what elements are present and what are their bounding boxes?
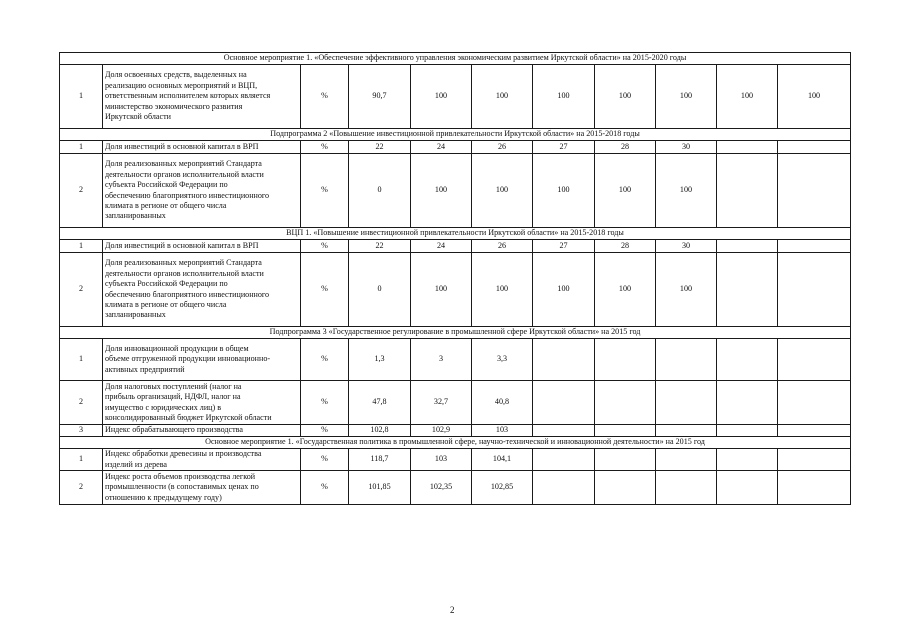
indicator-name-line: Доля реализованных мероприятий Стандарта: [105, 258, 262, 268]
value-cell: [778, 253, 851, 327]
indicator-name-line: отношению к предыдущему году): [105, 492, 222, 502]
value-cell: 100: [533, 65, 595, 129]
row-number: 1: [60, 339, 103, 381]
value-cell: 100: [717, 65, 778, 129]
indicator-name-line: климата в регионе от общего числа: [105, 299, 227, 309]
value-cell: [533, 449, 595, 471]
indicator-name: [103, 449, 301, 471]
indicators-table: [59, 52, 851, 505]
indicator-name-line: Индекс роста объемов производства легкой: [105, 471, 256, 481]
table-row: [60, 154, 851, 228]
value-cell: 26: [472, 141, 533, 154]
indicator-name-line: Доля инвестиций в основной капитал в ВРП: [105, 141, 259, 151]
unit-cell: %: [301, 141, 349, 154]
value-cell: 30: [656, 141, 717, 154]
unit-cell: %: [301, 65, 349, 129]
value-cell: [656, 471, 717, 505]
indicator-name-line: Доля реализованных мероприятий Стандарта: [105, 159, 262, 169]
value-cell: [717, 141, 778, 154]
row-number: 1: [60, 141, 103, 154]
row-number: 2: [60, 154, 103, 228]
value-cell: [717, 471, 778, 505]
value-cell: [778, 449, 851, 471]
value-cell: 102,9: [411, 425, 472, 437]
unit-cell: %: [301, 339, 349, 381]
indicator-name: [103, 240, 301, 253]
table-row: [60, 449, 851, 471]
indicator-name: [103, 253, 301, 327]
value-cell: [778, 381, 851, 425]
value-cell: [717, 154, 778, 228]
value-cell: 102,8: [349, 425, 411, 437]
value-cell: 28: [595, 141, 656, 154]
indicator-name: [103, 154, 301, 228]
value-cell: 100: [472, 65, 533, 129]
value-cell: 100: [656, 65, 717, 129]
value-cell: 26: [472, 240, 533, 253]
indicator-name: [103, 425, 301, 437]
indicator-name-line: Доля инвестиций в основной капитал в ВРП: [105, 240, 259, 250]
value-cell: [656, 425, 717, 437]
value-cell: [595, 449, 656, 471]
row-number: 3: [60, 425, 103, 437]
table-body: [60, 53, 851, 505]
value-cell: [717, 425, 778, 437]
value-cell: 102,35: [411, 471, 472, 505]
value-cell: 100: [595, 253, 656, 327]
indicator-name: [103, 471, 301, 505]
indicator-name-line: запланированных: [105, 310, 166, 320]
section-title: Подпрограмма 2 «Повышение инвестиционной привлекательности Иркутской области» на 2015-2018 годы: [60, 129, 851, 141]
value-cell: 103: [472, 425, 533, 437]
indicator-name-line: ответственным исполнителем которых является: [105, 91, 271, 101]
value-cell: 3: [411, 339, 472, 381]
value-cell: [533, 381, 595, 425]
value-cell: [595, 471, 656, 505]
value-cell: [656, 339, 717, 381]
value-cell: [656, 449, 717, 471]
value-cell: 0: [349, 253, 411, 327]
value-cell: [778, 154, 851, 228]
value-cell: [717, 240, 778, 253]
value-cell: 100: [533, 253, 595, 327]
indicator-name-line: имущество с юридических лиц) в: [105, 402, 222, 412]
value-cell: 100: [533, 154, 595, 228]
indicator-name-line: министерство экономического развития: [105, 101, 243, 111]
value-cell: [778, 240, 851, 253]
unit-cell: %: [301, 381, 349, 425]
value-cell: 24: [411, 141, 472, 154]
section-title: Основное мероприятие 1. «Обеспечение эффективного управления экономическим развитием Иркутской области» на 2015-2020 годы: [60, 53, 851, 65]
value-cell: 100: [411, 253, 472, 327]
value-cell: [656, 381, 717, 425]
value-cell: 28: [595, 240, 656, 253]
indicator-name-line: Доля освоенных средств, выделенных на: [105, 70, 247, 80]
value-cell: 100: [472, 154, 533, 228]
indicator-name-line: Доля налоговых поступлений (налог на: [105, 381, 242, 391]
value-cell: 0: [349, 154, 411, 228]
value-cell: 118,7: [349, 449, 411, 471]
value-cell: 100: [656, 253, 717, 327]
indicator-name-line: обеспечению благоприятного инвестиционного: [105, 289, 270, 299]
value-cell: 22: [349, 141, 411, 154]
indicator-name: [103, 65, 301, 129]
row-number: 1: [60, 240, 103, 253]
value-cell: [778, 425, 851, 437]
value-cell: 30: [656, 240, 717, 253]
value-cell: 100: [656, 154, 717, 228]
value-cell: [595, 425, 656, 437]
indicator-name-line: Иркутской области: [105, 112, 171, 122]
value-cell: 100: [411, 154, 472, 228]
value-cell: 40,8: [472, 381, 533, 425]
unit-cell: %: [301, 154, 349, 228]
value-cell: [533, 425, 595, 437]
value-cell: [717, 253, 778, 327]
indicator-name-line: климата в регионе от общего числа: [105, 200, 227, 210]
indicator-name-line: Индекс обрабатывающего производства: [105, 425, 243, 435]
value-cell: 1,3: [349, 339, 411, 381]
section-title: Подпрограмма 3 «Государственное регулирование в промышленной сфере Иркутской области» на 2015 год: [60, 327, 851, 339]
value-cell: [595, 381, 656, 425]
table-row: [60, 381, 851, 425]
row-number: 1: [60, 65, 103, 129]
value-cell: 100: [595, 154, 656, 228]
value-cell: [533, 471, 595, 505]
section-title: ВЦП 1. «Повышение инвестиционной привлекательности Иркутской области» на 2015-2018 годы: [60, 228, 851, 240]
section-header-row: [60, 327, 851, 339]
indicator-name: [103, 141, 301, 154]
value-cell: 100: [411, 65, 472, 129]
indicator-name-line: деятельности органов исполнительной власти: [105, 169, 264, 179]
table-row: [60, 141, 851, 154]
indicator-name-line: консолидированный бюджет Иркутской области: [105, 412, 272, 422]
table-row: [60, 65, 851, 129]
indicator-name-line: субъекта Российской Федерации по: [105, 279, 228, 289]
value-cell: 32,7: [411, 381, 472, 425]
value-cell: [717, 339, 778, 381]
table-row: [60, 240, 851, 253]
row-number: 2: [60, 471, 103, 505]
section-header-row: [60, 437, 851, 449]
indicator-name-line: промышленности (в сопоставимых ценах по: [105, 482, 259, 492]
unit-cell: %: [301, 471, 349, 505]
value-cell: [717, 449, 778, 471]
value-cell: 104,1: [472, 449, 533, 471]
table-row: [60, 253, 851, 327]
table-row: [60, 425, 851, 437]
value-cell: 100: [472, 253, 533, 327]
indicator-name-line: прибыль организаций, НДФЛ, налог на: [105, 392, 241, 402]
section-header-row: [60, 129, 851, 141]
value-cell: 90,7: [349, 65, 411, 129]
value-cell: 27: [533, 141, 595, 154]
value-cell: [533, 339, 595, 381]
row-number: 2: [60, 253, 103, 327]
indicator-name-line: изделий из дерева: [105, 459, 168, 469]
indicator-name: [103, 339, 301, 381]
unit-cell: %: [301, 253, 349, 327]
value-cell: 27: [533, 240, 595, 253]
value-cell: [595, 339, 656, 381]
value-cell: [778, 471, 851, 505]
unit-cell: %: [301, 449, 349, 471]
table-row: [60, 471, 851, 505]
value-cell: 47,8: [349, 381, 411, 425]
indicator-name-line: активных предприятий: [105, 364, 185, 374]
value-cell: 3,3: [472, 339, 533, 381]
indicator-name-line: Доля инновационной продукции в общем: [105, 343, 249, 353]
page-number: 2: [450, 605, 455, 615]
indicator-name: [103, 381, 301, 425]
value-cell: [778, 141, 851, 154]
indicator-name-line: деятельности органов исполнительной власти: [105, 268, 264, 278]
value-cell: 100: [778, 65, 851, 129]
value-cell: 102,85: [472, 471, 533, 505]
indicator-name-line: Индекс обработки древесины и производства: [105, 449, 262, 459]
value-cell: [778, 339, 851, 381]
indicator-name-line: субъекта Российской Федерации по: [105, 180, 228, 190]
indicator-name-line: реализацию основных мероприятий и ВЦП,: [105, 80, 258, 90]
indicator-name-line: обеспечению благоприятного инвестиционного: [105, 190, 270, 200]
section-header-row: [60, 228, 851, 240]
value-cell: 24: [411, 240, 472, 253]
unit-cell: %: [301, 240, 349, 253]
row-number: 2: [60, 381, 103, 425]
value-cell: 103: [411, 449, 472, 471]
table-row: [60, 339, 851, 381]
row-number: 1: [60, 449, 103, 471]
value-cell: 100: [595, 65, 656, 129]
section-header-row: [60, 53, 851, 65]
section-title: Основное мероприятие 1. «Государственная политика в промышленной сфере, научно-технической и инновационной деятельности» на 2015 год: [60, 437, 851, 449]
value-cell: 22: [349, 240, 411, 253]
indicator-name-line: объеме отгруженной продукции инновационно-: [105, 354, 271, 364]
unit-cell: %: [301, 425, 349, 437]
indicator-name-line: запланированных: [105, 211, 166, 221]
value-cell: [717, 381, 778, 425]
value-cell: 101,85: [349, 471, 411, 505]
